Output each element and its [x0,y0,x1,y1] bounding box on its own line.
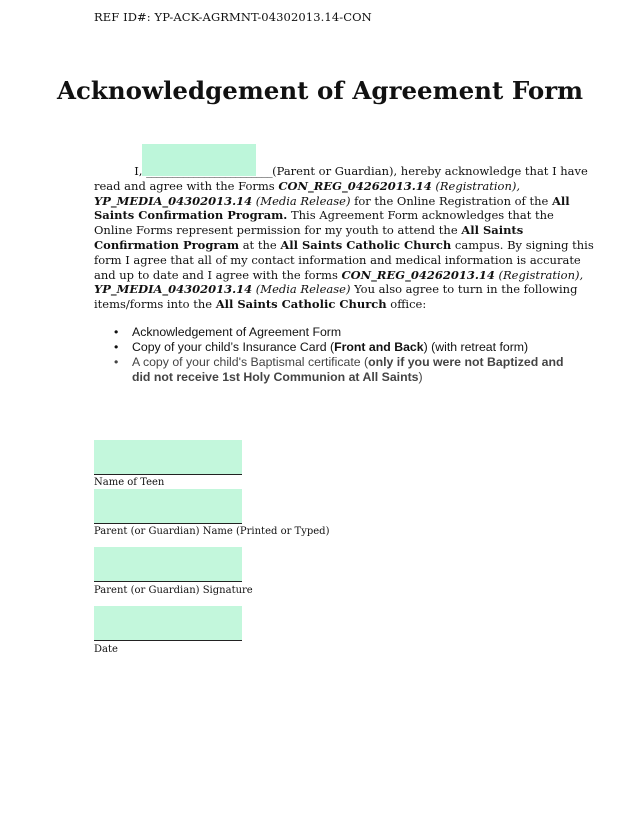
list-item-emphasis: Baptized and did not receive 1st Holy Communion at All Saints [132,355,564,384]
reference-id: REF ID#: YP-ACK-AGRMNT-04302013.14-CON [94,10,372,24]
text-fragment: This Agreement Form acknowledges that the [287,208,554,223]
page-title: Acknowledgement of Agreement Form [56,76,584,105]
church-name: All Saints Catholic Church [280,237,452,252]
form-code: CON_REG_04262013.14 [278,178,432,193]
parent-name-line [94,523,242,524]
text-fragment: read and agree with the Forms [94,178,279,193]
text-fragment: and up to date and I agree with the forms [94,267,342,282]
list-item-emphasis: only if you were not [368,355,484,369]
paragraph-line-3 [94,193,570,209]
list-item-emphasis: Front and Back [334,340,424,354]
paragraph-line-1 [94,164,588,179]
text-fragment: You also agree to turn in the following [350,282,578,297]
form-note: (Registration), [494,267,584,282]
list-item-text: A copy of your child's Baptismal certificate ( [132,355,369,369]
text-fragment: office: [386,297,427,312]
parent-name-field[interactable] [94,489,242,523]
paragraph-line-2 [94,179,554,194]
form-note: (Media Release) [252,193,351,208]
form-note: (Media Release) [252,282,351,297]
list-item-text: ) [418,370,423,384]
paragraph-line-10 [94,297,554,312]
paragraph-line-8 [94,267,584,283]
text-fragment: for the Online Registration of the [350,193,552,208]
teen-name-field[interactable] [94,440,242,474]
text-fragment: at the [239,237,281,252]
paragraph-line-5 [94,223,554,238]
text-fragment: items/forms into the [94,297,216,312]
parent-signature-label: Parent (or Guardian) Signature [94,585,253,596]
agreement-paragraph [94,164,594,312]
text-fragment: campus. By signing this [451,237,594,252]
parent-signature-field[interactable] [94,547,242,581]
bullet-icon: • [114,340,119,354]
list-item [110,325,570,340]
list-item-text: Acknowledgement of Agreement Form [132,325,342,339]
date-field[interactable] [94,606,242,640]
form-code: YP_MEDIA_04302013.14 [94,193,253,208]
form-code: CON_REG_04262013.14 [341,267,495,282]
bullet-icon: • [114,325,119,339]
list-item-text: ) (with retreat form) [423,340,529,354]
bullet-icon: • [114,355,119,369]
list-item [110,355,570,385]
parent-name-label: Parent (or Guardian) Name (Printed or Typed) [94,526,330,537]
text-fragment: Online Forms represent permission for my youth to attend the [94,223,462,238]
text-fragment: All Saints [461,223,524,238]
program-name: Confirmation Program [94,237,240,252]
form-note: (Registration), [431,178,521,193]
form-code: YP_MEDIA_04302013.14 [94,282,253,297]
teen-name-label: Name of Teen [94,477,165,488]
text-fragment: All [551,193,570,208]
paragraph-line-6 [94,237,594,253]
teen-name-line [94,474,242,475]
guardian-blank-line: ________________________ [146,164,273,178]
paragraph-line-7: form I agree that all of my contact information and medical information is accurate [94,252,581,267]
pronoun-text: I, [134,164,143,178]
date-label: Date [94,644,118,655]
paragraph-line-4 [94,208,554,223]
list-item [110,340,570,355]
guardian-text: (Parent or Guardian), hereby acknowledge that I have [272,164,588,178]
parent-signature-line [94,581,242,582]
paragraph-line-9 [94,282,578,297]
church-name: All Saints Catholic Church [215,297,387,312]
requirements-list [110,325,570,385]
list-item-text: Copy of your child’s Insurance Card ( [132,340,335,354]
program-name: Saints Confirmation Program. [94,208,288,223]
date-line [94,640,242,641]
